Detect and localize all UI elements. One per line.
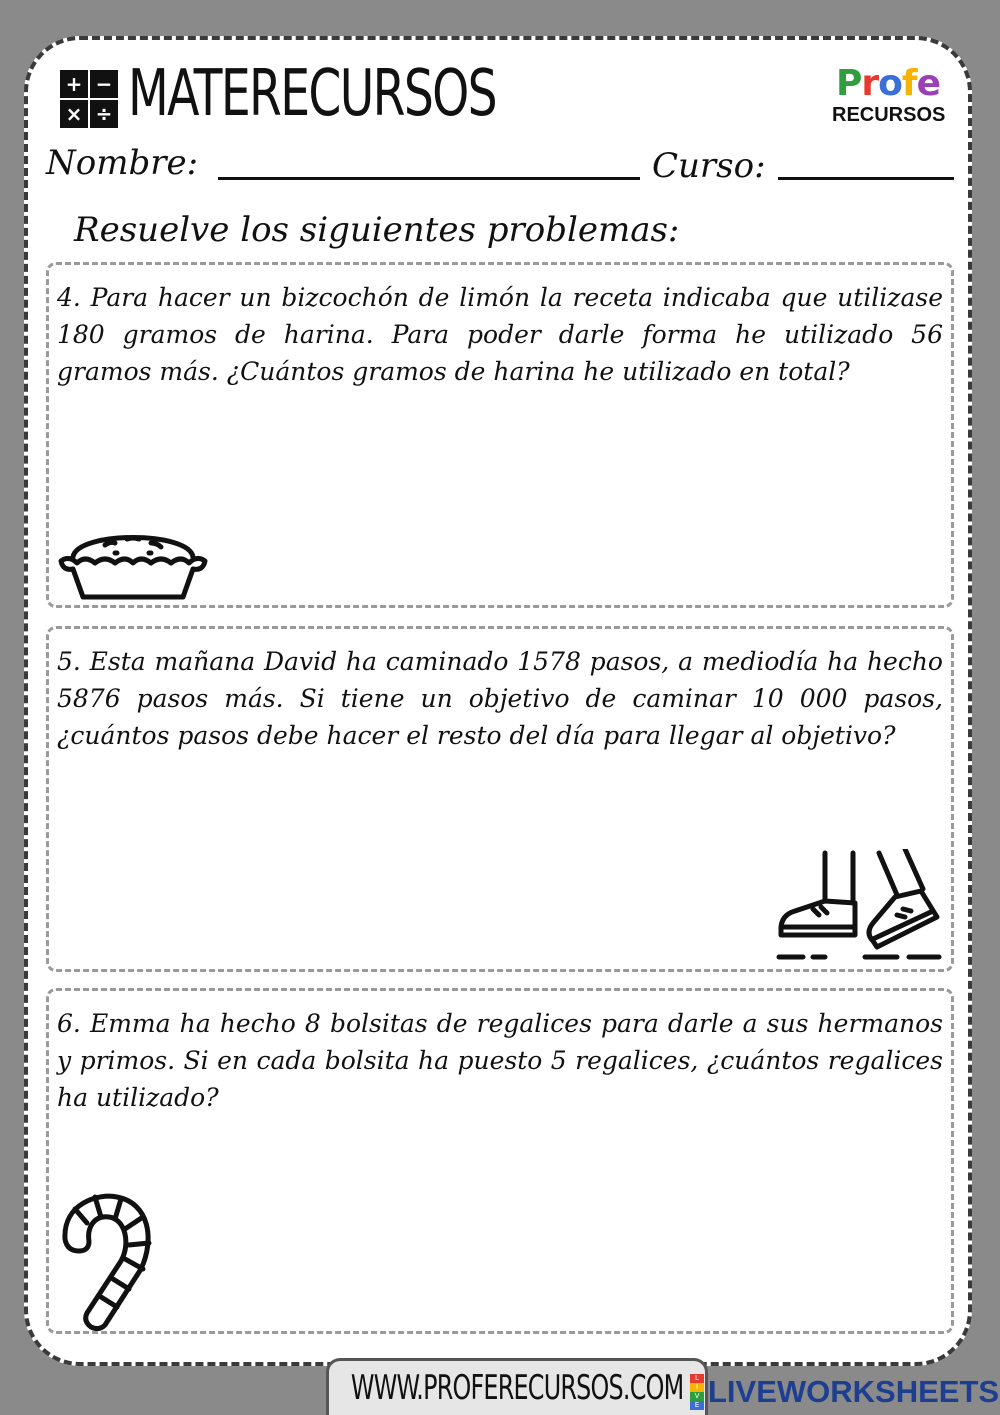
logo-letter: o: [878, 63, 902, 104]
instructions-heading: Resuelve los siguientes problemas:: [74, 210, 680, 250]
logo-letter: e: [916, 63, 940, 104]
website-url: WWW.PROFERECURSOS.COM: [350, 1368, 684, 1408]
live-letter: V: [690, 1392, 704, 1401]
logo-letter: r: [861, 63, 879, 104]
logo-profe-word: [832, 63, 944, 104]
times-symbol: ×: [60, 100, 88, 128]
website-footer[interactable]: [326, 1358, 708, 1415]
logo-letter: f: [901, 63, 917, 104]
liveworksheets-badge[interactable]: [690, 1372, 999, 1412]
name-label: Nombre:: [46, 143, 199, 183]
logo-subtitle: RECURSOS: [832, 104, 946, 126]
divide-symbol: ÷: [90, 100, 118, 128]
brand-name: MATERECURSOS: [128, 57, 497, 131]
course-label: Curso:: [652, 146, 766, 186]
problem-text: 6. Emma ha hecho 8 bolsitas de regalices para darle a sus hermanos y primos. Si en cada bolsita ha puesto 5 regalices, ¿cuántos regalices ha utilizado?: [57, 1009, 943, 1112]
live-badge-icon: [690, 1374, 704, 1410]
course-field[interactable]: [778, 177, 954, 180]
logo-letter: P: [836, 63, 862, 104]
live-letter: L: [690, 1374, 704, 1383]
live-letter: E: [690, 1401, 704, 1410]
problem-text: 4. Para hacer un bizcochón de limón la receta indicaba que utilizase 180 gramos de harina. Para poder darle forma he utilizado 56 gramos más. ¿Cuántos gramos de harina he utilizado en total?: [57, 283, 943, 386]
walking-shoes-icon: [775, 849, 945, 969]
profe-recursos-logo: [832, 63, 946, 127]
math-operations-icon: [60, 70, 118, 128]
problem-box-5[interactable]: [46, 626, 954, 972]
problem-text: 5. Esta mañana David ha caminado 1578 pasos, a mediodía ha hecho 5876 pasos más. Si tiene un objetivo de caminar 10 000 pasos, ¿cuántos pasos debe hacer el resto del día para llegar al objetivo?: [57, 647, 943, 750]
minus-symbol: −: [90, 70, 118, 98]
pie-icon: [55, 517, 211, 605]
plus-symbol: +: [60, 70, 88, 98]
candy-cane-icon: [59, 1189, 155, 1331]
problem-box-4[interactable]: [46, 262, 954, 608]
name-field[interactable]: [218, 177, 640, 180]
live-letter: I: [690, 1383, 704, 1392]
liveworksheets-label: LIVEWORKSHEETS: [708, 1374, 1000, 1409]
problem-box-6[interactable]: [46, 988, 954, 1334]
